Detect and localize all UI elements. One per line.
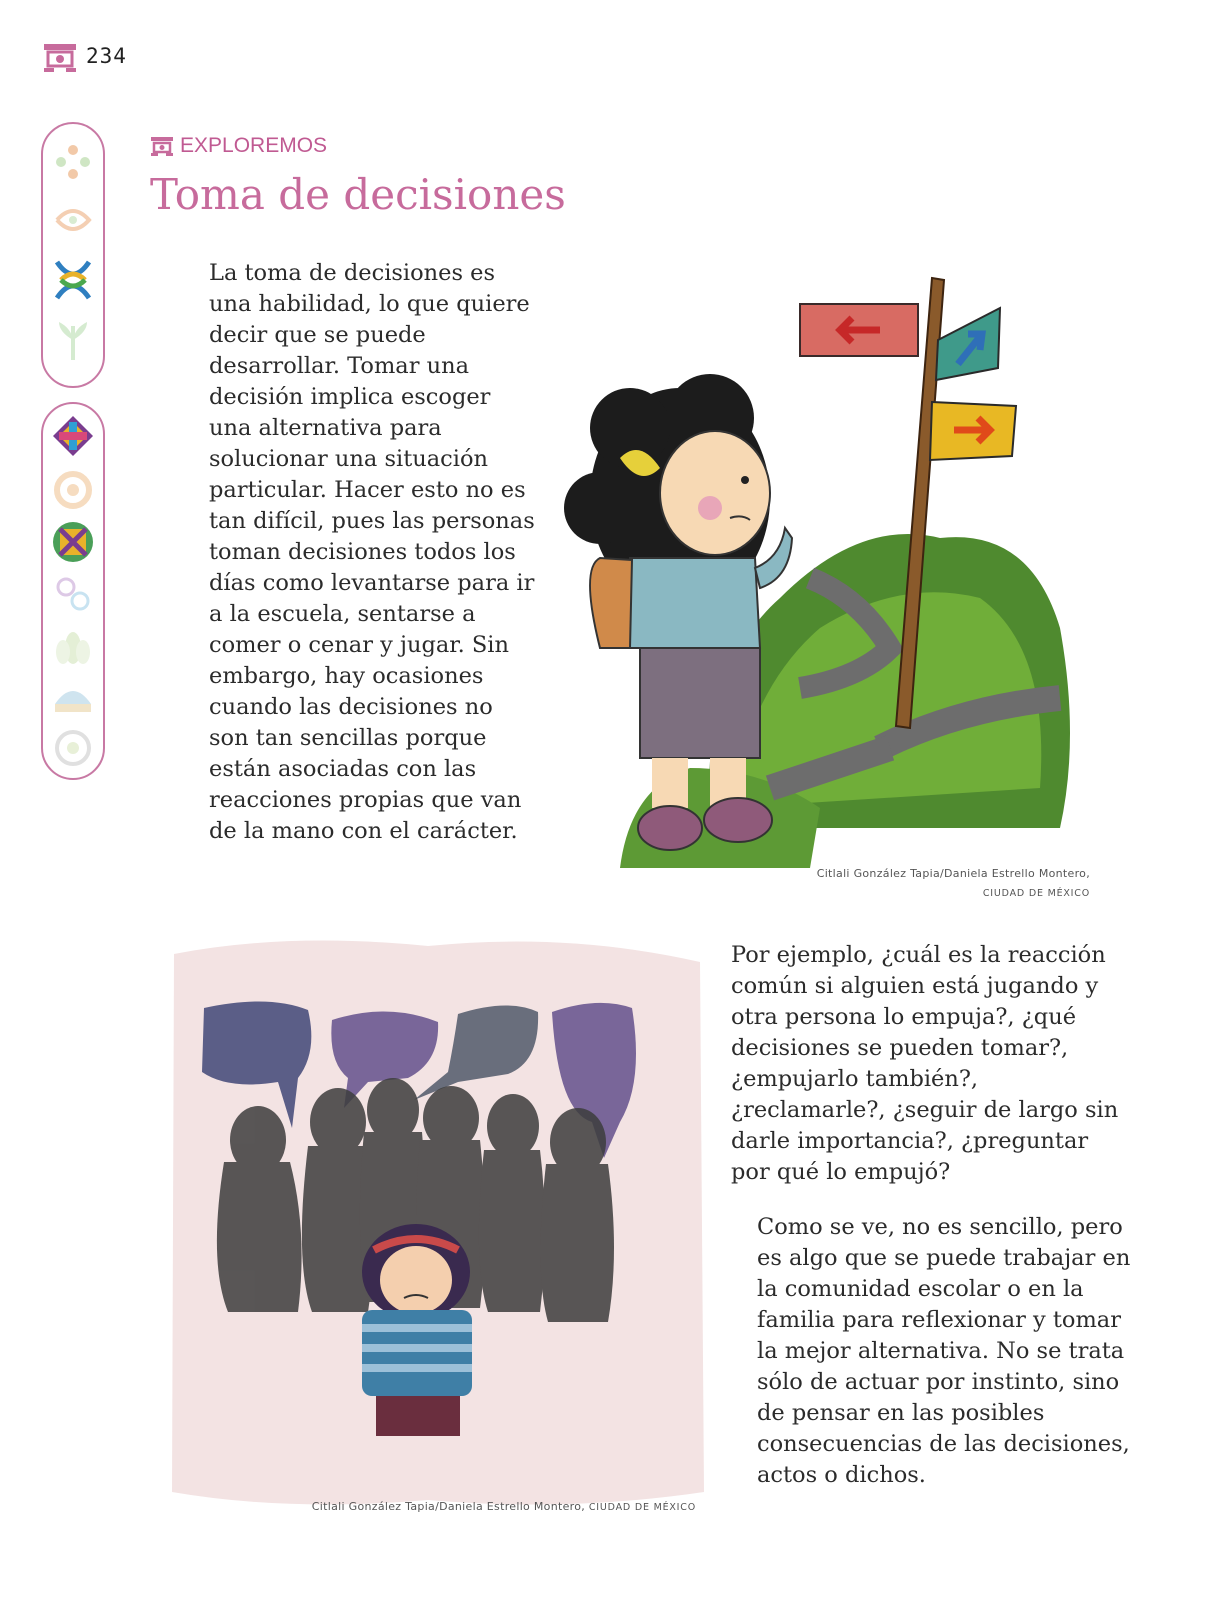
colorful-star-icon [51, 414, 95, 458]
faded-plant-icon [51, 316, 95, 364]
illustration-credit-2 [300, 1500, 696, 1513]
child-among-shadows-illustration [168, 932, 708, 1517]
faded-lotus-icon [51, 624, 95, 668]
page-number: 234 [86, 44, 127, 68]
faded-circles-icon [51, 140, 95, 184]
side-rail-bottom [41, 402, 105, 780]
side-rail-top [41, 122, 105, 388]
paragraph-intro: La toma de decisiones es una habilidad, lo que quiere decir que se puede desarrollar. Tomar una decisión implica escoger una alternativa para solucionar una situación particular. Hacer esto no es tan difícil, pues las personas toman decisiones todos los días como levantarse para ir a la escuela, sentarse a comer o cenar y jugar. Sin embargo, hay ocasiones cuando las decisiones no son tan sencillas porque están asociadas con las reacciones propias que van de la mano con el carácter. [209, 260, 535, 844]
section-label [150, 134, 327, 158]
paragraph-conclusion: Como se ve, no es sencillo, pero es algo que se puede trabajar en la comunidad escolar o en la familia para reflexionar y tomar la mejor alternativa. No se trata sólo de actuar por instinto, sino de pensar en las posibles consecuencias de las decisiones, actos o dichos. [757, 1214, 1131, 1488]
page-title: Toma de decisiones [150, 170, 566, 219]
faded-spiral-icon [51, 198, 95, 242]
faded-circle-icon [51, 726, 95, 770]
girl-at-signpost-illustration [560, 268, 1090, 888]
credit-place: CIUDAD DE MÉXICO [982, 888, 1090, 899]
credit-place: CIUDAD DE MÉXICO [588, 1502, 696, 1513]
illustration-credit-1 [795, 864, 1090, 904]
section-label-text: EXPLOREMOS [180, 134, 328, 157]
faded-turtle-icon [51, 678, 95, 718]
credit-authors: Citlali González Tapia/Daniela Estrello Montero, [311, 1500, 586, 1513]
page-logo-icon [42, 40, 78, 74]
colorful-knot-icon [51, 256, 95, 304]
colorful-x-icon [51, 520, 95, 564]
paragraph-example: Por ejemplo, ¿cuál es la reacción común si alguien está jugando y otra persona lo empuja?, ¿qué decisiones se pueden tomar?, ¿empujarlo también?, ¿reclamarle?, ¿seguir de largo sin darle importancia?, ¿preguntar por qué lo empujó? [731, 942, 1119, 1185]
section-logo-icon [150, 135, 174, 157]
faded-rings-icon [51, 572, 95, 616]
faded-spiral-icon [51, 468, 95, 512]
credit-authors: Citlali González Tapia/Daniela Estrello Montero, [816, 867, 1090, 880]
